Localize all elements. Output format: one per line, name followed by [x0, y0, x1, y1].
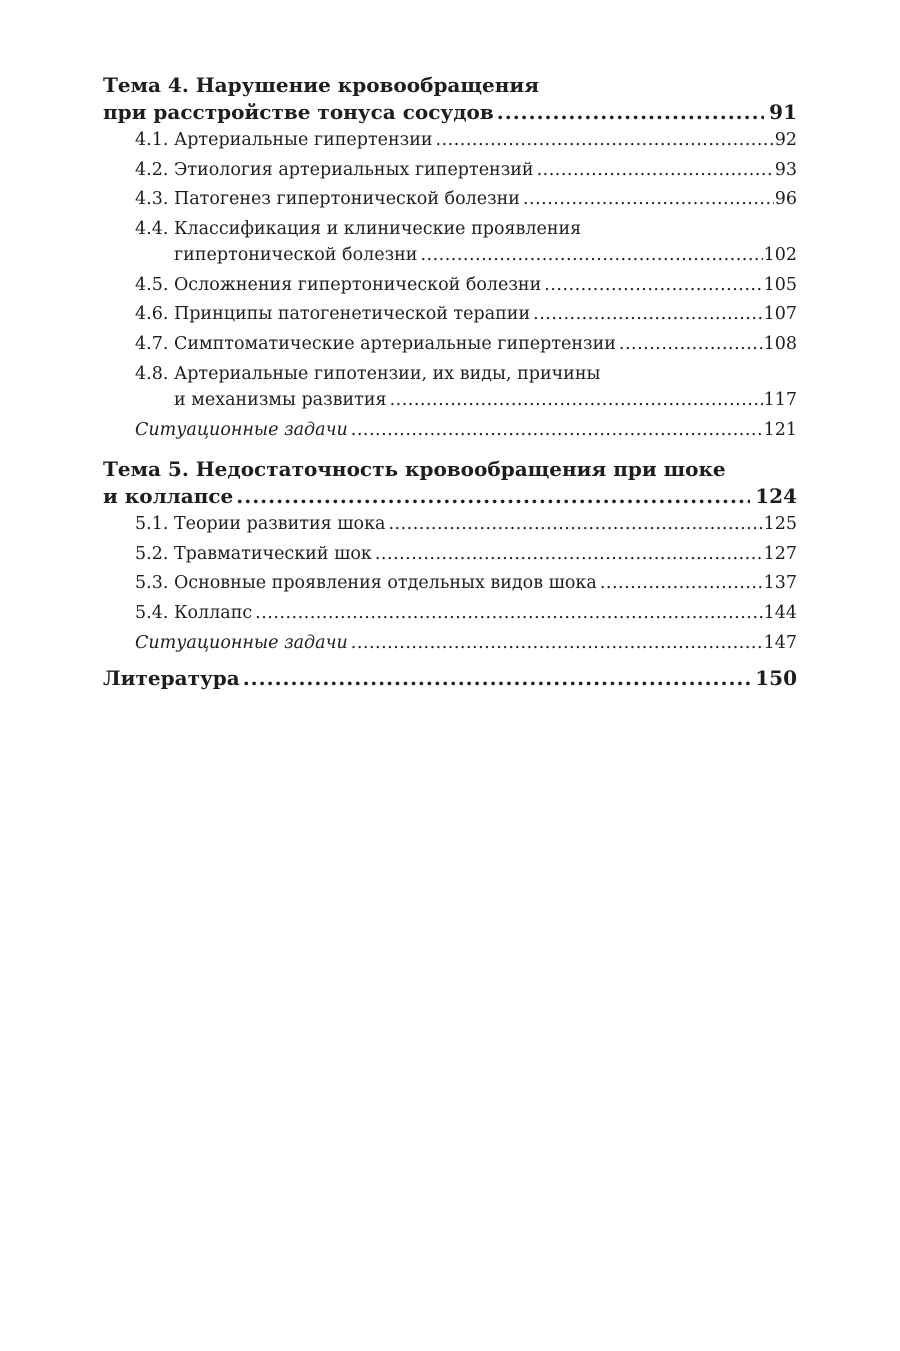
toc-literature-label: Литература	[103, 666, 240, 691]
toc-item-label: 5.3. Основные проявления отдельных видов шока	[135, 573, 597, 594]
toc-item-label: 4.3. Патогенез гипертонической болезни	[135, 189, 520, 210]
toc-page-number: 121	[763, 419, 797, 440]
toc-item-label: 4.4. Классификация и клинические проявления	[135, 218, 582, 239]
toc-topic-title: при расстройстве тонуса сосудов	[103, 100, 494, 124]
toc-item-4-tasks[interactable]	[103, 416, 797, 446]
toc-item-label: 4.5. Осложнения гипертонической болезни	[135, 274, 542, 295]
toc-page-number: 124	[755, 484, 797, 509]
toc-page-number: 125	[763, 514, 797, 535]
toc-item-4-2[interactable]	[103, 156, 797, 186]
toc-page-number: 147	[763, 632, 797, 653]
toc-topic-title-line	[103, 456, 797, 483]
toc-page-number: 96	[774, 189, 797, 210]
toc-page-number: 92	[774, 130, 797, 150]
toc-topic-title-line	[103, 99, 797, 126]
toc-item-5-1[interactable]	[103, 510, 797, 540]
toc-dot-leader	[351, 629, 763, 659]
toc-item-4-8[interactable]	[103, 361, 797, 413]
toc-page-number: 107	[763, 304, 797, 325]
toc-page-number: 105	[763, 274, 797, 295]
toc-dot-leader	[236, 483, 750, 510]
toc-topic-4[interactable]	[103, 72, 797, 126]
toc-item-label: 4.7. Симптоматические артериальные гипертензии	[135, 333, 616, 354]
toc-item-5-4[interactable]	[103, 599, 797, 629]
toc-item-label: 4.6. Принципы патогенетической терапии	[135, 304, 531, 325]
toc-dot-leader	[537, 156, 774, 186]
table-of-contents	[103, 72, 797, 692]
toc-dot-leader	[436, 126, 774, 156]
toc-page-number: 102	[763, 244, 797, 265]
toc-item-label: 5.1. Теории развития шока	[135, 514, 386, 535]
toc-topic-title: и коллапсе	[103, 484, 234, 509]
toc-dot-leader	[523, 185, 774, 215]
toc-dot-leader	[243, 664, 755, 692]
toc-item-4-7[interactable]	[103, 330, 797, 360]
toc-item-4-4[interactable]	[103, 216, 797, 268]
toc-item-5-3[interactable]	[103, 569, 797, 599]
toc-item-label: 4.2. Этиология артериальных гипертензий	[135, 159, 534, 180]
toc-dot-leader	[388, 510, 762, 540]
toc-page-number: 117	[763, 389, 797, 410]
toc-topic-5[interactable]	[103, 456, 797, 510]
toc-item-label: 4.1. Артериальные гипертензии	[135, 130, 433, 150]
toc-dot-leader	[351, 416, 763, 446]
toc-dot-leader	[375, 540, 763, 570]
toc-item-4-6[interactable]	[103, 300, 797, 330]
toc-item-label: 5.2. Травматический шок	[135, 543, 372, 564]
toc-topic-title-line	[103, 72, 797, 99]
toc-topic-title: Тема 5. Недостаточность кровообращения при шоке	[103, 457, 726, 482]
toc-dot-leader	[600, 569, 763, 599]
toc-item-label: гипертонической болезни	[174, 244, 418, 265]
toc-page-number: 91	[769, 100, 797, 124]
toc-page-number: 127	[763, 543, 797, 564]
toc-item-4-1[interactable]	[103, 126, 797, 156]
toc-dot-leader	[390, 387, 763, 413]
toc-item-label: и механизмы развития	[174, 389, 387, 410]
toc-dot-leader	[497, 99, 764, 126]
toc-dot-leader	[544, 271, 762, 301]
toc-item-5-tasks[interactable]	[103, 629, 797, 659]
toc-page-number: 150	[755, 666, 797, 691]
toc-page-number: 93	[774, 159, 797, 180]
toc-item-label: 5.4. Коллапс	[135, 602, 253, 623]
toc-dot-leader	[533, 300, 762, 330]
toc-dot-leader	[255, 599, 762, 629]
toc-item-label: 4.8. Артериальные гипотензии, их виды, причины	[135, 363, 601, 384]
toc-topic-title: Тема 4. Нарушение кровообращения	[103, 73, 540, 97]
toc-item-label: Ситуационные задачи	[135, 632, 348, 653]
toc-dot-leader	[619, 330, 763, 360]
toc-item-4-5[interactable]	[103, 271, 797, 301]
toc-page-number: 137	[763, 573, 797, 594]
toc-dot-leader	[420, 242, 762, 268]
toc-topic-title-line	[103, 483, 797, 510]
toc-page-number: 144	[763, 602, 797, 623]
toc-page-number: 108	[763, 333, 797, 354]
toc-item-4-3[interactable]	[103, 185, 797, 215]
toc-item-label: Ситуационные задачи	[135, 419, 348, 440]
toc-item-5-2[interactable]	[103, 540, 797, 570]
toc-literature[interactable]	[103, 664, 797, 692]
